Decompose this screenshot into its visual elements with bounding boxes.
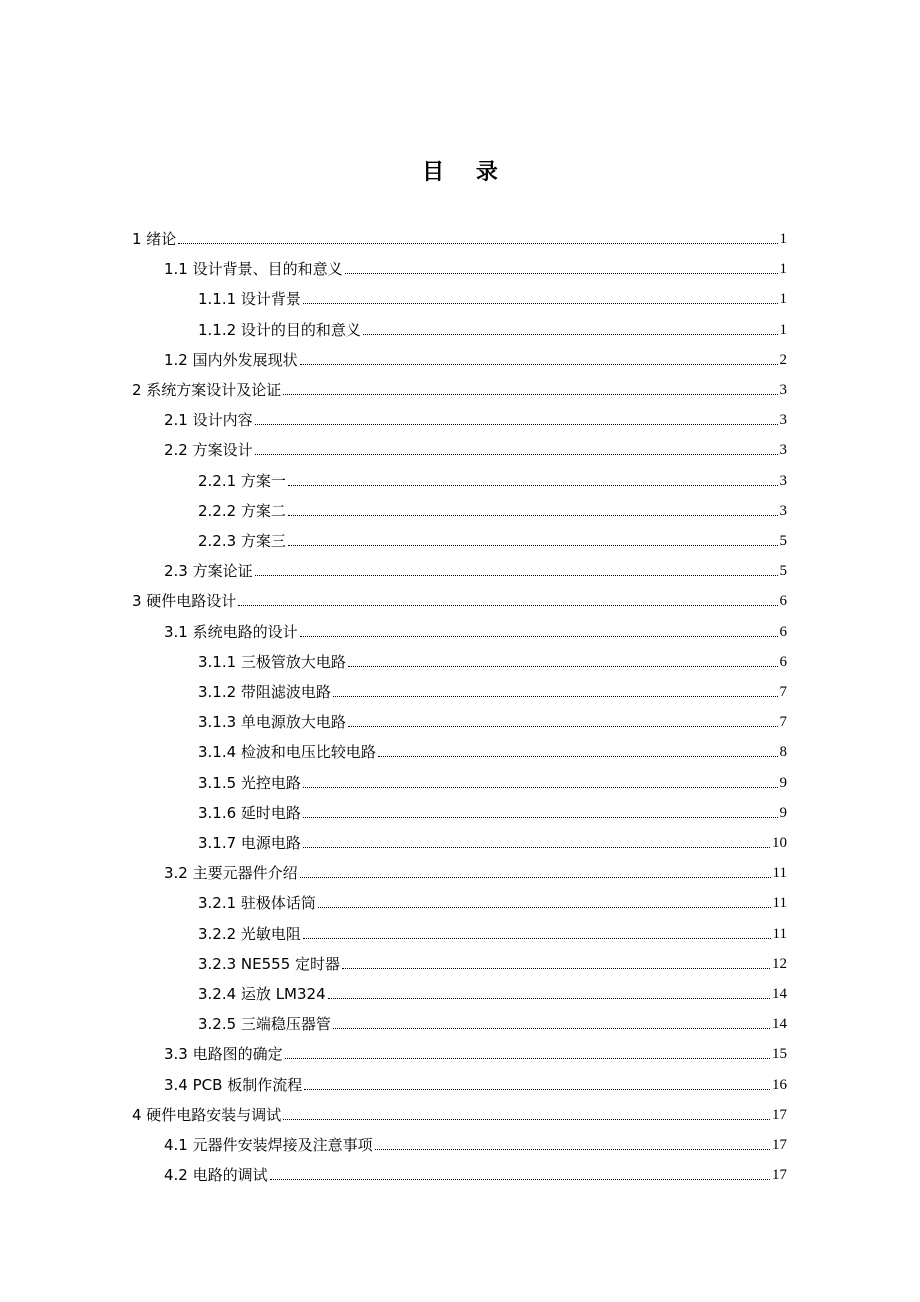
toc-entry-label: 1.1.1 设计背景 [198, 290, 301, 309]
toc-entry[interactable] [164, 859, 787, 883]
toc-entry-page: 16 [772, 1076, 787, 1093]
toc-entry-page: 6 [779, 623, 787, 640]
toc-entry-label: 3.1 系统电路的设计 [164, 622, 298, 641]
toc-leader-dots [255, 454, 778, 455]
toc-leader-dots [303, 303, 778, 304]
page-title: 目 录 [422, 160, 510, 185]
toc-entry-label: 3.1.6 延时电路 [198, 803, 301, 822]
toc-entry-page: 3 [779, 382, 787, 398]
toc-entry-label: 3.1.3 单电源放大电路 [198, 713, 346, 732]
toc-leader-dots [300, 636, 778, 637]
toc-entry[interactable] [132, 587, 787, 611]
toc-leader-dots [283, 394, 777, 395]
toc-entry-label: 3.2 主要元器件介绍 [164, 864, 298, 883]
toc-leader-dots [303, 817, 778, 818]
toc-entry-label: 1.1 设计背景、目的和意义 [164, 260, 343, 279]
toc-entry[interactable] [164, 1161, 787, 1185]
toc-entry[interactable] [198, 1010, 787, 1034]
toc-leader-dots [238, 605, 777, 606]
toc-entry-label: 2.2.3 方案三 [198, 532, 286, 550]
toc-leader-dots [328, 998, 770, 999]
toc-entry[interactable] [198, 678, 787, 702]
toc-entry-label: 4.2 电路的调试 [164, 1166, 268, 1185]
toc-entry-page: 7 [779, 714, 787, 731]
toc-entry[interactable] [198, 799, 787, 823]
toc-entry-page: 3 [779, 502, 787, 519]
toc-entry[interactable] [198, 316, 787, 340]
toc-entry[interactable] [164, 618, 787, 642]
toc-entry[interactable] [132, 225, 787, 249]
toc-entry-page: 17 [772, 1106, 787, 1123]
toc-entry[interactable] [198, 950, 787, 974]
toc-entry-label: 3.2.3 NE555 定时器 [198, 954, 341, 973]
toc-leader-dots [255, 424, 778, 425]
toc-entry[interactable] [164, 1071, 787, 1095]
toc-entry-page: 5 [779, 563, 787, 580]
toc-entry-label: 1 绪论 [132, 230, 177, 248]
toc-entry-page: 11 [772, 925, 787, 942]
toc-leader-dots [288, 515, 778, 516]
toc-entry[interactable] [132, 1101, 787, 1125]
toc-entry-page: 9 [779, 804, 787, 821]
toc-leader-dots [363, 334, 778, 335]
toc-entry-page: 9 [779, 774, 787, 791]
toc-entry-label: 3.1.4 检波和电压比较电路 [198, 743, 376, 762]
toc-entry[interactable] [164, 436, 787, 460]
toc-entry-page: 5 [779, 533, 787, 549]
toc-leader-dots [345, 273, 778, 274]
toc-leader-dots [342, 968, 770, 969]
toc-entry-label: 2.2 方案设计 [164, 441, 253, 460]
toc-leader-dots [270, 1179, 770, 1180]
toc-entry-label: 3.1.1 三极管放大电路 [198, 652, 346, 671]
toc-leader-dots [288, 485, 778, 486]
toc-entry-page: 14 [772, 1016, 787, 1033]
toc-entry-label: 2.2.1 方案一 [198, 471, 286, 490]
toc-entry-page: 2 [779, 351, 787, 368]
toc-entry-page: 3 [779, 412, 787, 429]
toc-entry[interactable] [198, 829, 787, 853]
toc-entry-label: 3.1.7 电源电路 [198, 834, 301, 852]
toc-entry-page: 17 [772, 1137, 787, 1153]
toc-entry[interactable] [198, 769, 787, 793]
toc-leader-dots [300, 364, 778, 365]
toc-entry-page: 3 [779, 472, 787, 489]
toc-entry-page: 11 [772, 865, 787, 882]
toc-entry-page: 7 [779, 684, 787, 700]
toc-entry[interactable] [164, 255, 787, 279]
toc-entry[interactable] [198, 980, 787, 1004]
toc-entry[interactable] [198, 708, 787, 732]
toc-entry[interactable] [198, 285, 787, 309]
toc-entry-label: 1.1.2 设计的目的和意义 [198, 320, 361, 339]
toc-entry-label: 4.1 元器件安装焊接及注意事项 [164, 1136, 373, 1154]
toc-entry[interactable] [164, 406, 787, 430]
toc-leader-dots [300, 877, 771, 878]
toc-entry-label: 3.2.4 运放 LM324 [198, 985, 326, 1003]
toc-leader-dots [303, 847, 770, 848]
toc-leader-dots [178, 243, 777, 244]
toc-leader-dots [285, 1058, 770, 1059]
toc-leader-dots [318, 907, 771, 908]
toc-entry-label: 3.1.2 带阻滤波电路 [198, 683, 331, 701]
toc-entry-label: 2.2.2 方案二 [198, 501, 286, 520]
toc-entry[interactable] [198, 497, 787, 521]
toc-entry-label: 3.2.2 光敏电阻 [198, 924, 301, 943]
toc-entry-page: 6 [779, 593, 787, 610]
toc-entry[interactable] [164, 346, 787, 370]
toc-entry-page: 1 [779, 261, 787, 278]
toc-entry-label: 3.2.5 三端稳压器管 [198, 1015, 331, 1034]
toc-entry-label: 1.2 国内外发展现状 [164, 350, 298, 369]
toc-entry-label: 3 硬件电路设计 [132, 592, 237, 611]
toc-entry-page: 8 [779, 744, 787, 761]
toc-entry-label: 2.3 方案论证 [164, 562, 253, 581]
toc-entry-label: 4 硬件电路安装与调试 [132, 1105, 282, 1124]
toc-entry[interactable] [198, 738, 787, 762]
toc-entry[interactable] [198, 467, 787, 491]
toc-entry-page: 1 [779, 321, 787, 338]
toc-leader-dots [348, 666, 778, 667]
toc-entry-page: 15 [772, 1046, 787, 1063]
toc-entry-page: 1 [779, 291, 787, 308]
toc-leader-dots [348, 726, 778, 727]
toc-entry-label: 3.4 PCB 板制作流程 [164, 1075, 303, 1094]
toc-entry-page: 11 [772, 895, 787, 912]
toc-entry-page: 12 [772, 955, 787, 972]
toc-entry-page: 10 [772, 835, 787, 851]
toc-leader-dots [333, 1028, 770, 1029]
toc-entry-page: 3 [779, 442, 787, 459]
toc-entry[interactable] [164, 557, 787, 581]
toc-leader-dots [333, 696, 778, 697]
toc-entry-label: 2 系统方案设计及论证 [132, 381, 282, 399]
toc-entry[interactable] [198, 527, 787, 551]
toc-entry-page: 14 [772, 986, 787, 1002]
toc-entry[interactable] [164, 1131, 787, 1155]
toc-leader-dots [304, 1089, 770, 1090]
toc-entry[interactable] [198, 920, 787, 944]
toc-leader-dots [283, 1119, 770, 1120]
toc-entry[interactable] [164, 1040, 787, 1064]
toc-entry-label: 3.2.1 驻极体话筒 [198, 894, 316, 913]
toc-leader-dots [375, 1149, 770, 1150]
toc-entry-page: 1 [779, 231, 787, 247]
toc-entry[interactable] [198, 889, 787, 913]
toc-leader-dots [378, 756, 778, 757]
toc-entry[interactable] [198, 648, 787, 672]
toc-leader-dots [303, 938, 771, 939]
toc-entry[interactable] [132, 376, 787, 400]
toc-entry-label: 3.3 电路图的确定 [164, 1045, 283, 1064]
toc-entry-label: 2.1 设计内容 [164, 411, 253, 430]
toc-entry-label: 3.1.5 光控电路 [198, 773, 301, 792]
toc-entry-page: 17 [772, 1167, 787, 1184]
toc-leader-dots [303, 787, 778, 788]
toc-leader-dots [288, 545, 778, 546]
toc-entry-page: 6 [779, 653, 787, 670]
toc-leader-dots [255, 575, 778, 576]
